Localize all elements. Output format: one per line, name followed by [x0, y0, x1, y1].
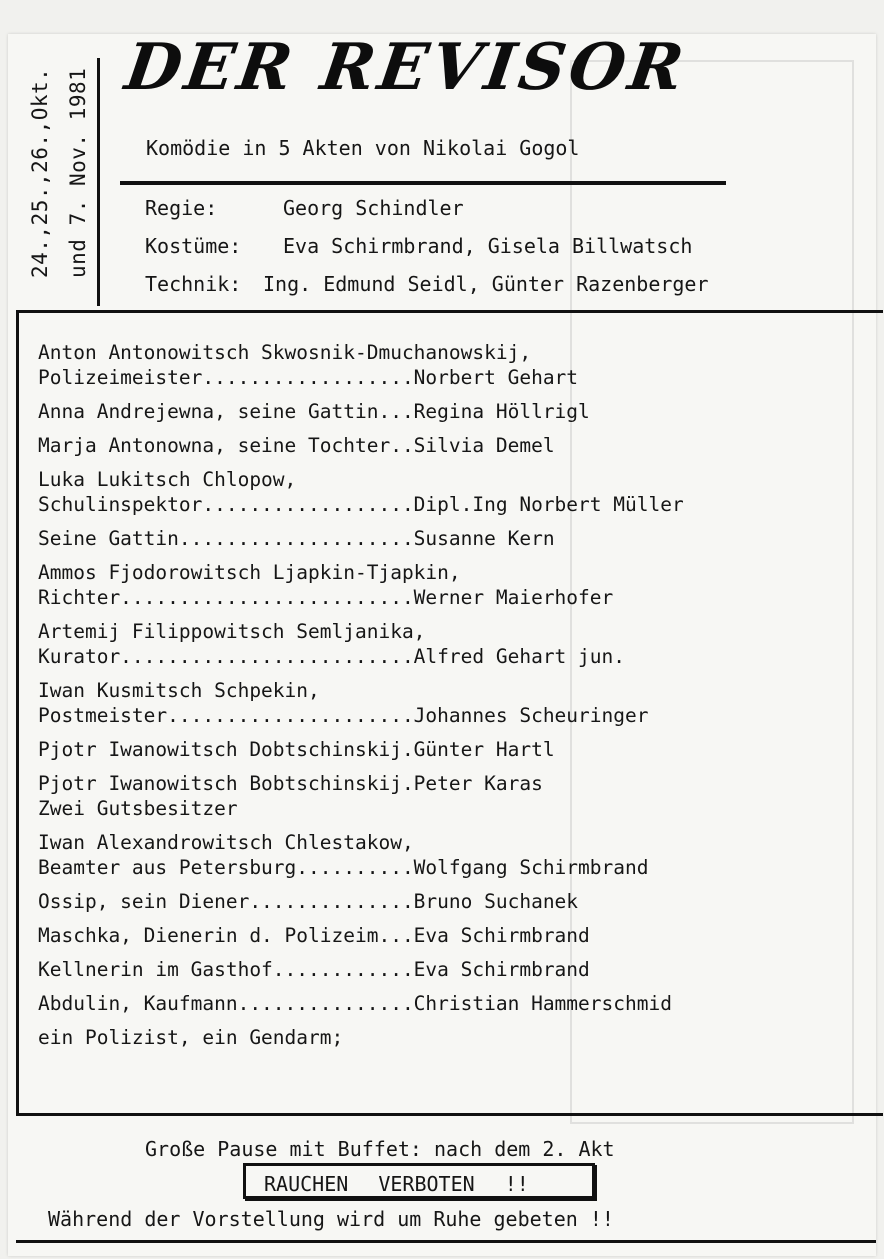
silence-note: Während der Vorstellung wird um Ruhe gebeten !! [48, 1207, 614, 1231]
cast-line: Artemij Filippowitsch Semljanika, [38, 620, 426, 643]
credit-value: Georg Schindler [283, 196, 464, 220]
title-underline [120, 181, 726, 185]
cast-line: Anna Andrejewna, seine Gattin...Regina Höllrigl [38, 400, 590, 423]
cast-entry [38, 399, 884, 424]
cast-line: Pjotr Iwanowitsch Bobtschinskij.Peter Karas [38, 772, 543, 795]
intermission-note: Große Pause mit Buffet: nach dem 2. Akt [145, 1137, 615, 1161]
cast-entry [38, 619, 884, 669]
cast-line: Seine Gattin....................Susanne Kern [38, 527, 555, 550]
cast-line: Beamter aus Petersburg..........Wolfgang Schirmbrand [38, 856, 649, 879]
cast-entry [38, 526, 884, 551]
cast-line: Maschka, Dienerin d. Polizeim...Eva Schirmbrand [38, 924, 590, 947]
cast-entry [38, 433, 884, 458]
vertical-divider [97, 58, 100, 306]
credit-value: Ing. Edmund Seidl, Günter Razenberger [263, 272, 709, 296]
cast-line: Postmeister.....................Johannes Scheuringer [38, 704, 649, 727]
cast-line: Anton Antonowitsch Skwosnik-Dmuchanowskij, [38, 341, 532, 364]
cast-line: Kurator.........................Alfred Gehart jun. [38, 645, 625, 668]
cast-line: Iwan Kusmitsch Schpekin, [38, 679, 320, 702]
cast-line: Richter.........................Werner Maierhofer [38, 586, 614, 609]
cast-entry [38, 737, 884, 762]
cast-entry [38, 467, 884, 517]
credit-label: Kostüme: [145, 234, 242, 258]
cast-line: Kellnerin im Gasthof............Eva Schirmbrand [38, 958, 590, 981]
play-title: DER REVISOR [120, 30, 692, 105]
performance-dates [22, 40, 100, 290]
no-smoking-box: RAUCHEN VERBOTEN !! [243, 1163, 595, 1199]
bottom-rule [16, 1240, 876, 1243]
cast-line: Pjotr Iwanowitsch Dobtschinskij.Günter Hartl [38, 738, 555, 761]
cast-entry [38, 991, 884, 1016]
cast-entry [38, 560, 884, 610]
cast-line: ein Polizist, ein Gendarm; [38, 1026, 344, 1049]
cast-line: Iwan Alexandrowitsch Chlestakow, [38, 831, 414, 854]
dates-line-1: 24.,25.,26.,Okt. [28, 67, 52, 278]
cast-line: Zwei Gutsbesitzer [38, 797, 238, 820]
cast-entry [38, 830, 884, 880]
cast-entry [38, 957, 884, 982]
cast-line: Polizeimeister..................Norbert Gehart [38, 366, 579, 389]
cast-entry [38, 771, 884, 821]
cast-entry [38, 1025, 884, 1050]
cast-line: Schulinspektor..................Dipl.Ing Norbert Müller [38, 493, 684, 516]
cast-list [38, 340, 884, 1059]
cast-entry [38, 889, 884, 914]
play-subtitle: Komödie in 5 Akten von Nikolai Gogol [146, 136, 580, 160]
cast-line: Abdulin, Kaufmann...............Christian Hammerschmid [38, 992, 672, 1015]
dates-line-2: und 7. Nov. 1981 [66, 67, 90, 278]
credit-label: Technik: [145, 272, 242, 296]
cast-line: Marja Antonowna, seine Tochter..Silvia Demel [38, 434, 555, 457]
cast-entry [38, 678, 884, 728]
cast-line: Ossip, sein Diener..............Bruno Suchanek [38, 890, 579, 913]
cast-line: Luka Lukitsch Chlopow, [38, 468, 297, 491]
credit-value: Eva Schirmbrand, Gisela Billwatsch [283, 234, 693, 258]
cast-line: Ammos Fjodorowitsch Ljapkin-Tjapkin, [38, 561, 461, 584]
cast-entry [38, 923, 884, 948]
credit-label: Regie: [145, 196, 218, 220]
cast-entry [38, 340, 884, 390]
